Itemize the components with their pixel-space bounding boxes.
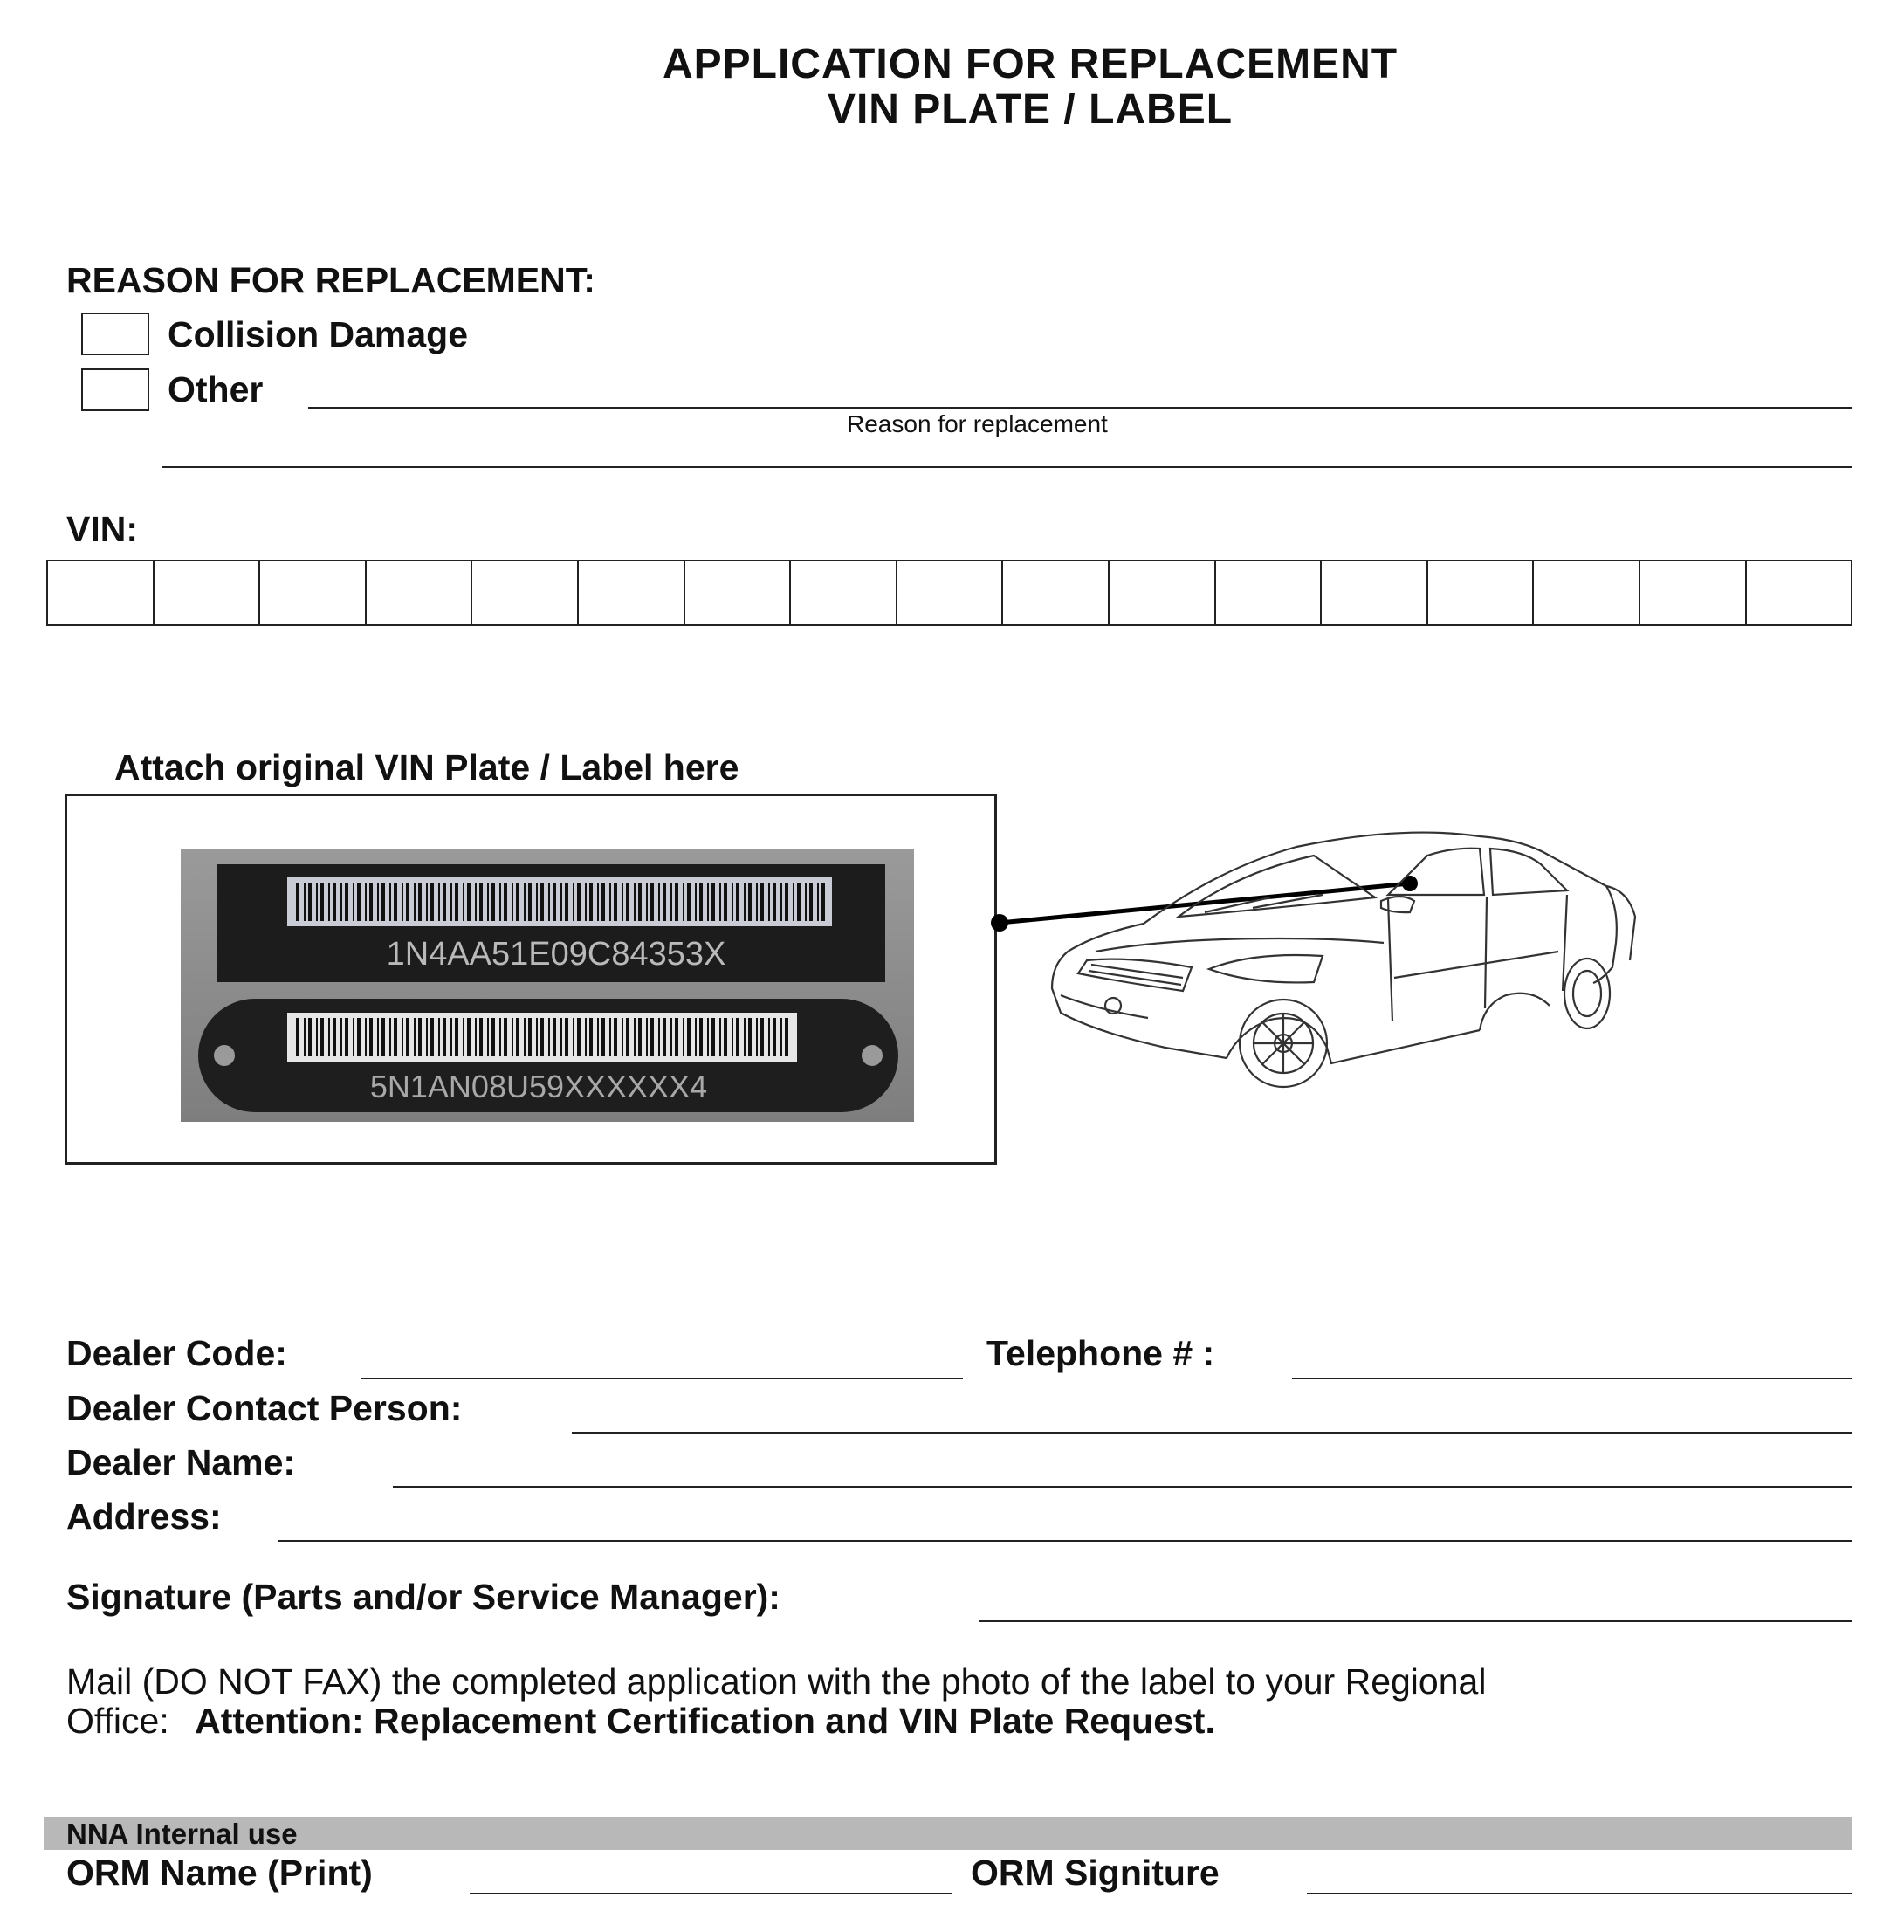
barcode-bar: [296, 1018, 299, 1056]
plate-hole-left: [214, 1045, 235, 1066]
reason-heading: REASON FOR REPLACEMENT:: [66, 260, 595, 300]
barcode-bar: [707, 883, 709, 921]
barcode-bar: [499, 1018, 501, 1056]
barcode-bar: [711, 883, 715, 921]
barcode-bar: [340, 883, 342, 921]
barcode-bar: [491, 883, 495, 921]
barcode-bar: [609, 1018, 611, 1056]
barcode-bar: [340, 1018, 342, 1056]
vin-box[interactable]: [472, 561, 579, 624]
form-title-line2: VIN PLATE / LABEL: [827, 86, 1234, 133]
barcode-bar: [744, 883, 746, 921]
barcode-bar: [357, 883, 361, 921]
barcode-bar: [450, 1018, 452, 1056]
form-title-line1: APPLICATION FOR REPLACEMENT: [662, 41, 1399, 87]
barcode-bar: [512, 883, 513, 921]
other-checkbox[interactable]: [81, 368, 149, 411]
barcode-bar: [553, 883, 556, 921]
collision-damage-checkbox[interactable]: [81, 313, 149, 355]
vin-box[interactable]: [1428, 561, 1535, 624]
barcode-bar: [589, 883, 593, 921]
barcode-bar: [658, 883, 660, 921]
bottom-barcode: [296, 1018, 788, 1056]
internal-use-bar: [44, 1817, 1852, 1850]
barcode-bar: [528, 883, 532, 921]
barcode-bar: [780, 1018, 782, 1056]
barcode-bar: [304, 1018, 306, 1056]
barcode-bar: [732, 1018, 733, 1056]
barcode-bar: [438, 883, 440, 921]
barcode-bar: [389, 1018, 391, 1056]
barcode-bar: [308, 883, 312, 921]
other-reason-line[interactable]: [308, 407, 1852, 409]
barcode-bar: [475, 1018, 477, 1056]
barcode-bar: [316, 1018, 318, 1056]
barcode-bar: [443, 883, 446, 921]
barcode-bar: [377, 883, 379, 921]
barcode-bar: [430, 883, 434, 921]
vin-box[interactable]: [367, 561, 473, 624]
orm-name-line[interactable]: [470, 1893, 952, 1894]
barcode-bar: [670, 883, 672, 921]
barcode-bar: [394, 1018, 397, 1056]
address-line[interactable]: [278, 1540, 1852, 1542]
barcode-bar: [805, 883, 807, 921]
barcode-bar: [536, 883, 538, 921]
barcode-bar: [577, 1018, 581, 1056]
barcode-bar: [516, 883, 519, 921]
signature-line[interactable]: [979, 1620, 1852, 1622]
barcode-bar: [760, 883, 764, 921]
barcode-bar: [663, 883, 666, 921]
barcode-bar: [577, 883, 581, 921]
vin-box[interactable]: [685, 561, 792, 624]
barcode-bar: [646, 1018, 648, 1056]
dealer-code-label: Dealer Code:: [66, 1333, 287, 1373]
barcode-bar: [406, 883, 409, 921]
barcode-bar: [760, 1018, 764, 1056]
telephone-label: Telephone # :: [986, 1333, 1215, 1373]
vin-box[interactable]: [1640, 561, 1747, 624]
barcode-bar: [528, 1018, 532, 1056]
barcode-bar: [585, 1018, 587, 1056]
barcode-bar: [663, 1018, 666, 1056]
barcode-bar: [443, 1018, 446, 1056]
barcode-bar: [695, 883, 697, 921]
barcode-bar: [597, 883, 599, 921]
barcode-bar: [320, 883, 324, 921]
barcode-bar: [316, 883, 318, 921]
dealer-name-line[interactable]: [393, 1486, 1852, 1488]
barcode-bar: [402, 883, 403, 921]
vin-box[interactable]: [260, 561, 367, 624]
attach-heading: Attach original VIN Plate / Label here: [114, 747, 739, 787]
barcode-bar: [504, 1018, 507, 1056]
barcode-bar: [785, 883, 788, 921]
barcode-bar: [499, 883, 501, 921]
barcode-bar: [467, 1018, 471, 1056]
barcode-bar: [780, 883, 782, 921]
vin-box[interactable]: [1322, 561, 1428, 624]
barcode-bar: [719, 1018, 721, 1056]
barcode-bar: [406, 1018, 409, 1056]
barcode-bar: [638, 1018, 642, 1056]
barcode-bar: [512, 1018, 513, 1056]
barcode-bar: [585, 883, 587, 921]
barcode-bar: [369, 883, 373, 921]
top-label-text: 1N4AA51E09C84353X: [386, 936, 726, 973]
barcode-bar: [699, 883, 703, 921]
barcode-bar: [756, 883, 758, 921]
barcode-bar: [622, 883, 623, 921]
barcode-bar: [516, 1018, 519, 1056]
attach-area[interactable]: [65, 794, 997, 1165]
barcode-bar: [455, 1018, 458, 1056]
barcode-bar: [622, 1018, 623, 1056]
barcode-bar: [394, 883, 397, 921]
vin-box[interactable]: [155, 561, 261, 624]
barcode-bar: [540, 1018, 544, 1056]
barcode-bar: [418, 883, 422, 921]
orm-signature-label: ORM Signiture: [971, 1853, 1220, 1893]
orm-name-label: ORM Name (Print): [66, 1853, 373, 1893]
barcode-bar: [345, 883, 348, 921]
dealer-contact-line[interactable]: [572, 1432, 1852, 1434]
internal-use-label: NNA Internal use: [66, 1818, 298, 1850]
barcode-bar: [756, 1018, 758, 1056]
barcode-bar: [524, 883, 526, 921]
barcode-bar: [418, 1018, 422, 1056]
barcode-bar: [504, 883, 507, 921]
barcode-bar: [402, 1018, 403, 1056]
barcode-bar: [565, 1018, 568, 1056]
barcode-bar: [817, 883, 819, 921]
barcode-bar: [773, 1018, 776, 1056]
barcode-bar: [658, 1018, 660, 1056]
mail-office-prefix: Office:: [66, 1701, 169, 1741]
barcode-bar: [560, 883, 562, 921]
orm-signature-line[interactable]: [1307, 1893, 1852, 1894]
barcode-bar: [487, 1018, 489, 1056]
barcode-bar: [345, 1018, 348, 1056]
barcode-bar: [353, 883, 354, 921]
barcode-bar: [560, 1018, 562, 1056]
barcode-bar: [626, 883, 629, 921]
barcode-bar: [711, 1018, 715, 1056]
barcode-bar: [609, 883, 611, 921]
barcode-bar: [732, 883, 733, 921]
barcode-bar: [414, 1018, 416, 1056]
barcode-bar: [601, 883, 605, 921]
barcode-bar: [748, 883, 752, 921]
barcode-bar: [638, 883, 642, 921]
barcode-bar: [320, 1018, 324, 1056]
bottom-label-text: 5N1AN08U59XXXXXX4: [369, 1069, 708, 1104]
barcode-bar: [597, 1018, 599, 1056]
barcode-bar: [296, 883, 299, 921]
barcode-bar: [687, 883, 691, 921]
barcode-bar: [748, 1018, 752, 1056]
barcode-bar: [450, 883, 452, 921]
barcode-bar: [487, 883, 489, 921]
barcode-bar: [797, 883, 801, 921]
barcode-bar: [768, 883, 770, 921]
barcode-bar: [683, 1018, 684, 1056]
barcode-bar: [426, 1018, 428, 1056]
barcode-bar: [565, 883, 568, 921]
barcode-bar: [357, 1018, 361, 1056]
barcode-bar: [365, 883, 367, 921]
dealer-code-line[interactable]: [361, 1378, 963, 1379]
barcode-bar: [365, 1018, 367, 1056]
barcode-bar: [524, 1018, 526, 1056]
barcode-bar: [573, 883, 574, 921]
barcode-bar: [479, 883, 483, 921]
barcode-bar: [455, 883, 458, 921]
barcode-bar: [744, 1018, 746, 1056]
vin-box[interactable]: [897, 561, 1004, 624]
barcode-bar: [328, 1018, 330, 1056]
barcode-bar: [687, 1018, 691, 1056]
barcode-bar: [650, 1018, 654, 1056]
barcode-bar: [719, 883, 721, 921]
reason-second-line[interactable]: [162, 466, 1852, 468]
barcode-bar: [626, 1018, 629, 1056]
barcode-bar: [548, 883, 550, 921]
barcode-bar: [724, 1018, 727, 1056]
barcode-bar: [650, 883, 654, 921]
barcode-bar: [369, 1018, 373, 1056]
barcode-bar: [553, 1018, 556, 1056]
barcode-bar: [333, 883, 336, 921]
barcode-bar: [333, 1018, 336, 1056]
barcode-bar: [670, 1018, 672, 1056]
barcode-bar: [573, 1018, 574, 1056]
barcode-bar: [463, 1018, 464, 1056]
reason-line-caption: Reason for replacement: [847, 410, 1108, 437]
barcode-bar: [793, 883, 794, 921]
barcode-bar: [785, 1018, 788, 1056]
barcode-bar: [614, 1018, 617, 1056]
barcode-bar: [707, 1018, 709, 1056]
barcode-bar: [821, 883, 825, 921]
vin-label-photo: [67, 796, 994, 1162]
barcode-bar: [724, 883, 727, 921]
barcode-bar: [353, 1018, 354, 1056]
barcode-bar: [304, 883, 306, 921]
barcode-bar: [614, 883, 617, 921]
barcode-bar: [809, 883, 813, 921]
telephone-line[interactable]: [1292, 1378, 1852, 1379]
car-illustration: [991, 786, 1698, 1091]
dealer-name-label: Dealer Name:: [66, 1442, 296, 1482]
barcode-bar: [699, 1018, 703, 1056]
barcode-bar: [491, 1018, 495, 1056]
plate-hole-right: [862, 1045, 883, 1066]
barcode-bar: [389, 883, 391, 921]
barcode-bar: [736, 883, 739, 921]
barcode-bar: [646, 883, 648, 921]
vin-box[interactable]: [48, 561, 155, 624]
barcode-bar: [540, 883, 544, 921]
other-label: Other: [168, 369, 264, 409]
vin-label: VIN:: [66, 509, 138, 549]
barcode-bar: [683, 883, 684, 921]
barcode-bar: [536, 1018, 538, 1056]
barcode-bar: [695, 1018, 697, 1056]
vin-input-boxes[interactable]: [46, 560, 1852, 626]
barcode-bar: [675, 1018, 678, 1056]
address-label: Address:: [66, 1496, 222, 1537]
mail-attention: Attention: Replacement Certification and VIN Plate Request.: [195, 1701, 1215, 1741]
mail-instruction-line2: [66, 1701, 1215, 1741]
vin-box[interactable]: [1216, 561, 1323, 624]
barcode-bar: [414, 883, 416, 921]
barcode-bar: [475, 883, 477, 921]
barcode-bar: [634, 883, 636, 921]
collision-damage-label: Collision Damage: [168, 314, 469, 354]
vin-box[interactable]: [1110, 561, 1216, 624]
barcode-bar: [328, 883, 330, 921]
signature-label: Signature (Parts and/or Service Manager):: [66, 1577, 780, 1617]
barcode-bar: [589, 1018, 593, 1056]
vin-box[interactable]: [1747, 561, 1852, 624]
vin-box[interactable]: [791, 561, 897, 624]
barcode-bar: [308, 1018, 312, 1056]
barcode-bar: [768, 1018, 770, 1056]
barcode-bar: [463, 883, 464, 921]
barcode-bar: [467, 883, 471, 921]
barcode-bar: [736, 1018, 739, 1056]
barcode-bar: [479, 1018, 483, 1056]
barcode-bar: [438, 1018, 440, 1056]
barcode-bar: [601, 1018, 605, 1056]
vin-box[interactable]: [1534, 561, 1640, 624]
barcode-bar: [773, 883, 776, 921]
vin-box[interactable]: [579, 561, 685, 624]
vin-box[interactable]: [1003, 561, 1110, 624]
barcode-bar: [675, 883, 678, 921]
barcode-bar: [430, 1018, 434, 1056]
dealer-contact-label: Dealer Contact Person:: [66, 1388, 463, 1428]
barcode-bar: [381, 883, 385, 921]
barcode-bar: [381, 1018, 385, 1056]
mail-instruction-line1: Mail (DO NOT FAX) the completed application with the photo of the label to your Regional: [66, 1661, 1487, 1702]
barcode-bar: [377, 1018, 379, 1056]
barcode-bar: [426, 883, 428, 921]
barcode-bar: [548, 1018, 550, 1056]
barcode-bar: [634, 1018, 636, 1056]
